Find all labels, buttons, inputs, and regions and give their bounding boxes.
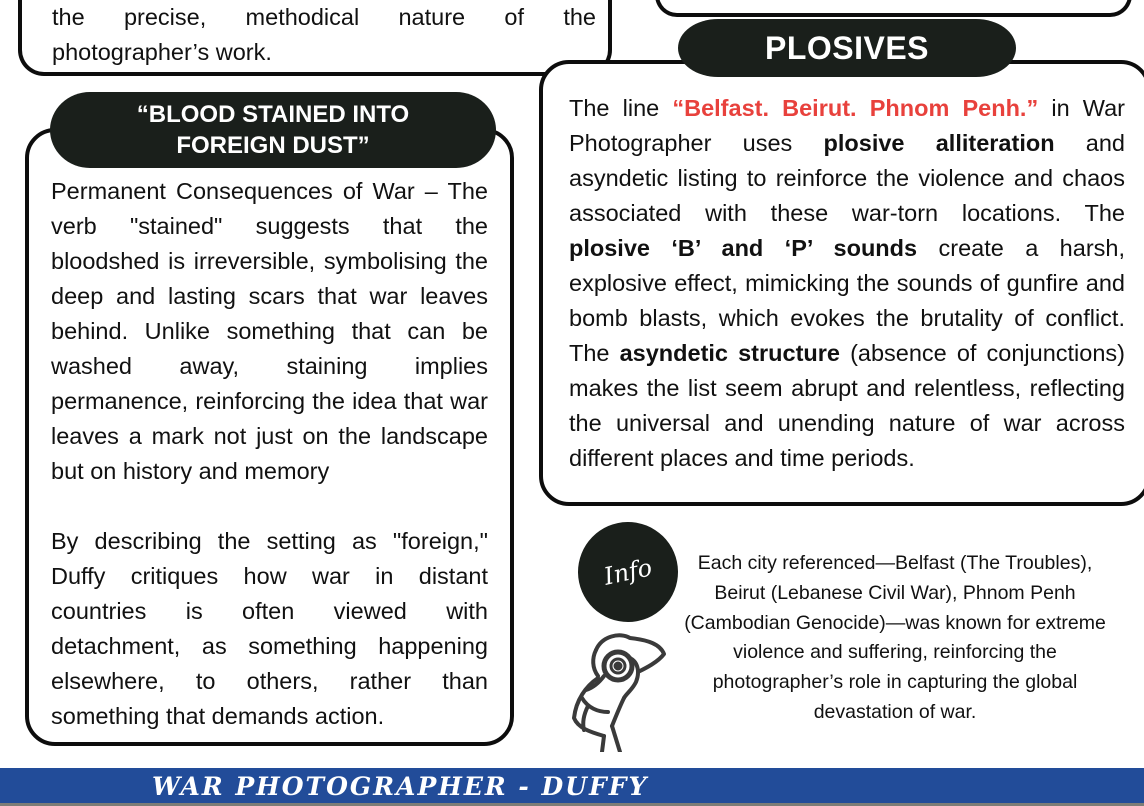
plosives-body [569, 91, 1133, 476]
blood-paragraph-2: By describing the setting as "foreign," Duffy critiques how war in distant countries is often viewed with detachment, as something happening elsewhere, to others, rather than something that demands action. [51, 528, 488, 729]
plosives-text-3: and asyndetic listing to reinforce the violence and chaos associated with these war-torn locations. The [569, 130, 1125, 226]
plosives-title: PLOSIVES [678, 19, 1016, 77]
footer-title: WAR PHOTOGRAPHER - DUFFY [152, 772, 649, 801]
blood-paragraph-1: Permanent Consequences of War – The verb "stained" suggests that the bloodshed is irreversible, symbolising the deep and lasting scars that war leaves behind. Unlike something that can be washed away, staining implies permanence, reinforcing the idea that war leaves a mark not just on the landscape but on history and memory [51, 178, 488, 484]
plosives-text-2: in War Photographer uses [569, 95, 1125, 156]
top-left-line-2: photographer’s work. [52, 39, 272, 65]
top-left-line-1: the precise, methodical nature of the [52, 4, 596, 30]
info-badge: Info [569, 513, 688, 632]
plosives-bold-asyndetic: asyndetic structure [619, 340, 840, 366]
plosives-quote: “Belfast. Beirut. Phnom Penh.” [672, 95, 1039, 121]
top-left-card [18, 0, 612, 76]
info-text: Each city referenced—Belfast (The Troubles), Beirut (Lebanese Civil War), Phnom Penh (Cambodian Genocide)—was known for extreme violence and suffering, reinforcing the photographer’s role in capturing the global devastation of war. [684, 552, 1106, 723]
plosives-bold-alliteration: plosive alliteration [823, 130, 1055, 156]
blood-stained-title: “BLOOD STAINED INTO FOREIGN DUST” [50, 92, 496, 168]
blood-stained-card [25, 128, 514, 746]
blood-stained-body [51, 174, 488, 734]
photographer-icon [568, 628, 672, 752]
plosives-text-5: (absence of conjunctions) makes the list seem abrupt and relentless, reflecting the universal and unending nature of war across different places and time periods. [569, 340, 1125, 471]
plosives-card [539, 60, 1144, 506]
footer-banner [0, 768, 1144, 803]
plosives-text-1: The line [569, 95, 673, 121]
top-left-card-text [52, 0, 596, 70]
plosives-bold-sounds: plosive ‘B’ and ‘P’ sounds [569, 235, 918, 261]
top-right-card [655, 0, 1132, 17]
plosives-text-4: create a harsh, explosive effect, mimicking the sounds of gunfire and bomb blasts, which evokes the brutality of conflict. The [569, 235, 1125, 366]
